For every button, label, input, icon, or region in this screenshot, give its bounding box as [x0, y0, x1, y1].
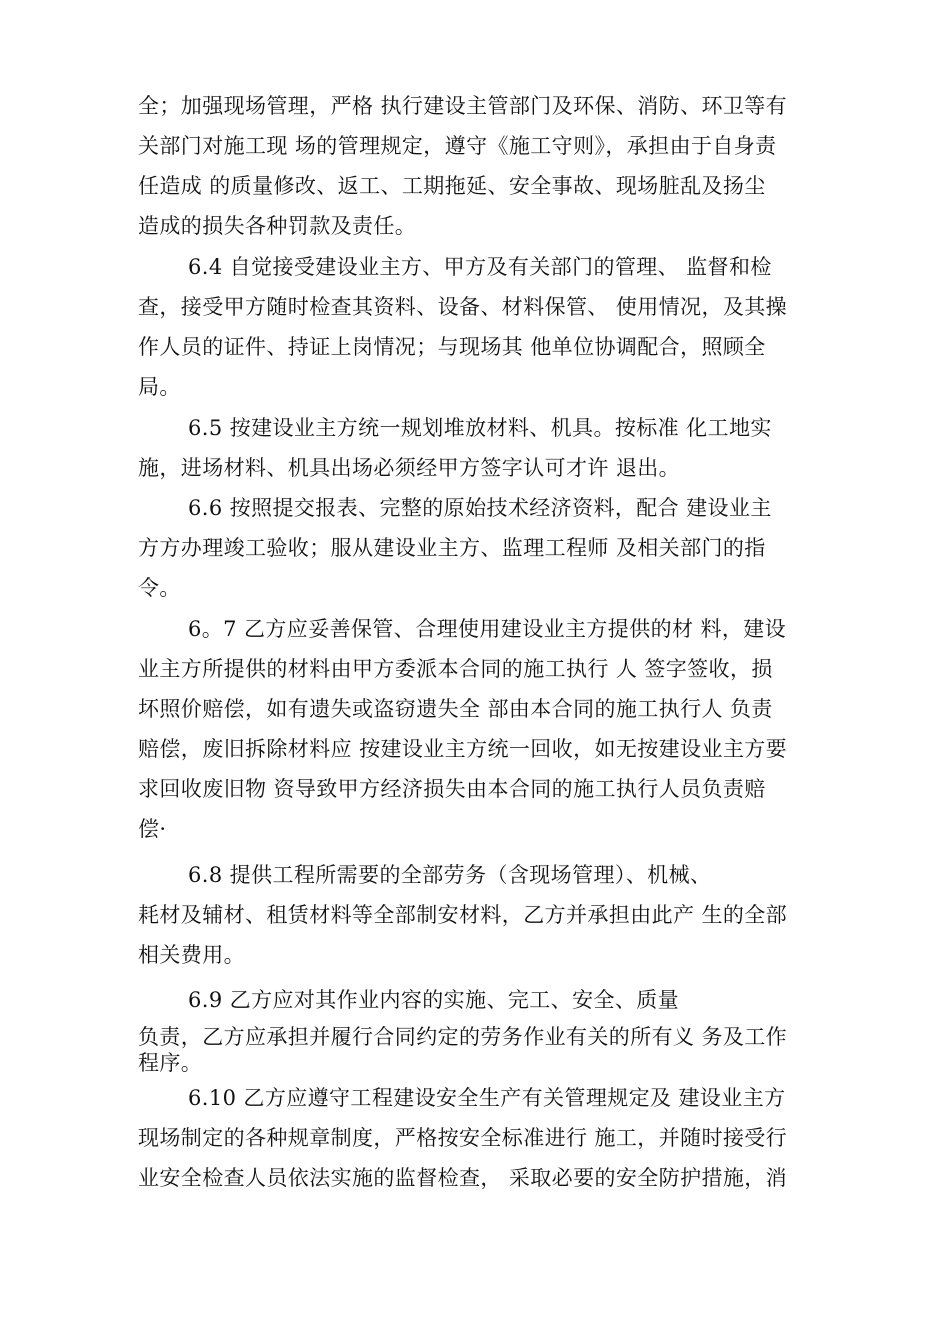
text-line: 坏照价赔偿，如有遗失或盗窃遗失全 部由本合同的施工执行人 负责: [138, 697, 773, 721]
text-line: 局。: [138, 375, 181, 399]
text-line: 施，进场材料、机具出场必须经甲方签字认可才许 退出。: [138, 456, 681, 480]
text-line: 业主方所提供的材料由甲方委派本合同的施工执行 人 签字签收，损: [138, 657, 773, 681]
clause-6-5-heading-line: 6.5 按建设业主方统一规划堆放材料、机具。按标准 化工地实: [188, 416, 772, 440]
text-line: 查，接受甲方随时检查其资料、设备、材料保管、 使用情况，及其操: [138, 295, 788, 319]
text-line: 造成的损失各种罚款及责任。: [138, 214, 417, 238]
text-line: 赔偿，废旧拆除材料应 按建设业主方统一回收，如无按建设业主方要: [138, 737, 788, 761]
text-line: 全；加强现场管理，严格 执行建设主管部门及环保、消防、环卫等有: [138, 94, 788, 118]
text-line: 偿·: [138, 817, 167, 841]
text-line: 现场制定的各种规章制度，严格按安全标准进行 施工，并随时接受行: [138, 1126, 788, 1150]
text-line: 相关费用。: [138, 943, 245, 967]
text-line: 求回收废旧物 资导致甲方经济损失由本合同的施工执行人员负责赔: [138, 777, 766, 801]
text-line: 程序。: [138, 1051, 203, 1075]
text-line: 负责，乙方应承担并履行合同约定的劳务作业有关的所有义 务及工作: [138, 1025, 788, 1049]
text-line: 令。: [138, 576, 181, 600]
clause-6-8-heading-line: 6.8 提供工程所需要的全部劳务（含现场管理）、机械、: [188, 863, 712, 887]
text-line: 作人员的证件、持证上岗情况；与现场其 他单位协调配合，照顾全: [138, 335, 766, 359]
clause-6-9-heading-line: 6.9 乙方应对其作业内容的实施、完工、安全、质量: [188, 988, 680, 1012]
clause-6-6-heading-line: 6.6 按照提交报表、完整的原始技术经济资料，配合 建设业主: [188, 496, 772, 520]
text-line: 任造成 的质量修改、返工、工期拖延、安全事故、现场脏乱及扬尘: [138, 174, 766, 198]
text-line: 耗材及辅材、租赁材料等全部制安材料，乙方并承担由此产 生的全部: [138, 903, 788, 927]
clause-6-7-heading-line: 6。7 乙方应妥善保管、合理使用建设业主方提供的材 料，建设: [188, 617, 787, 641]
clause-6-10-heading-line: 6.10 乙方应遵守工程建设安全生产有关管理规定及 建设业主方: [188, 1086, 786, 1110]
clause-6-4-heading-line: 6.4 自觉接受建设业主方、甲方及有关部门的管理、 监督和检: [188, 255, 772, 279]
text-line: 业安全检查人员依法实施的监督检查， 采取必要的安全防护措施，消: [138, 1166, 788, 1190]
text-line: 方方办理竣工验收；服从建设业主方、监理工程师 及相关部门的指: [138, 536, 766, 560]
text-line: 关部门对施工现 场的管理规定，遵守《施工守则》，承担由于自身责: [138, 134, 777, 158]
